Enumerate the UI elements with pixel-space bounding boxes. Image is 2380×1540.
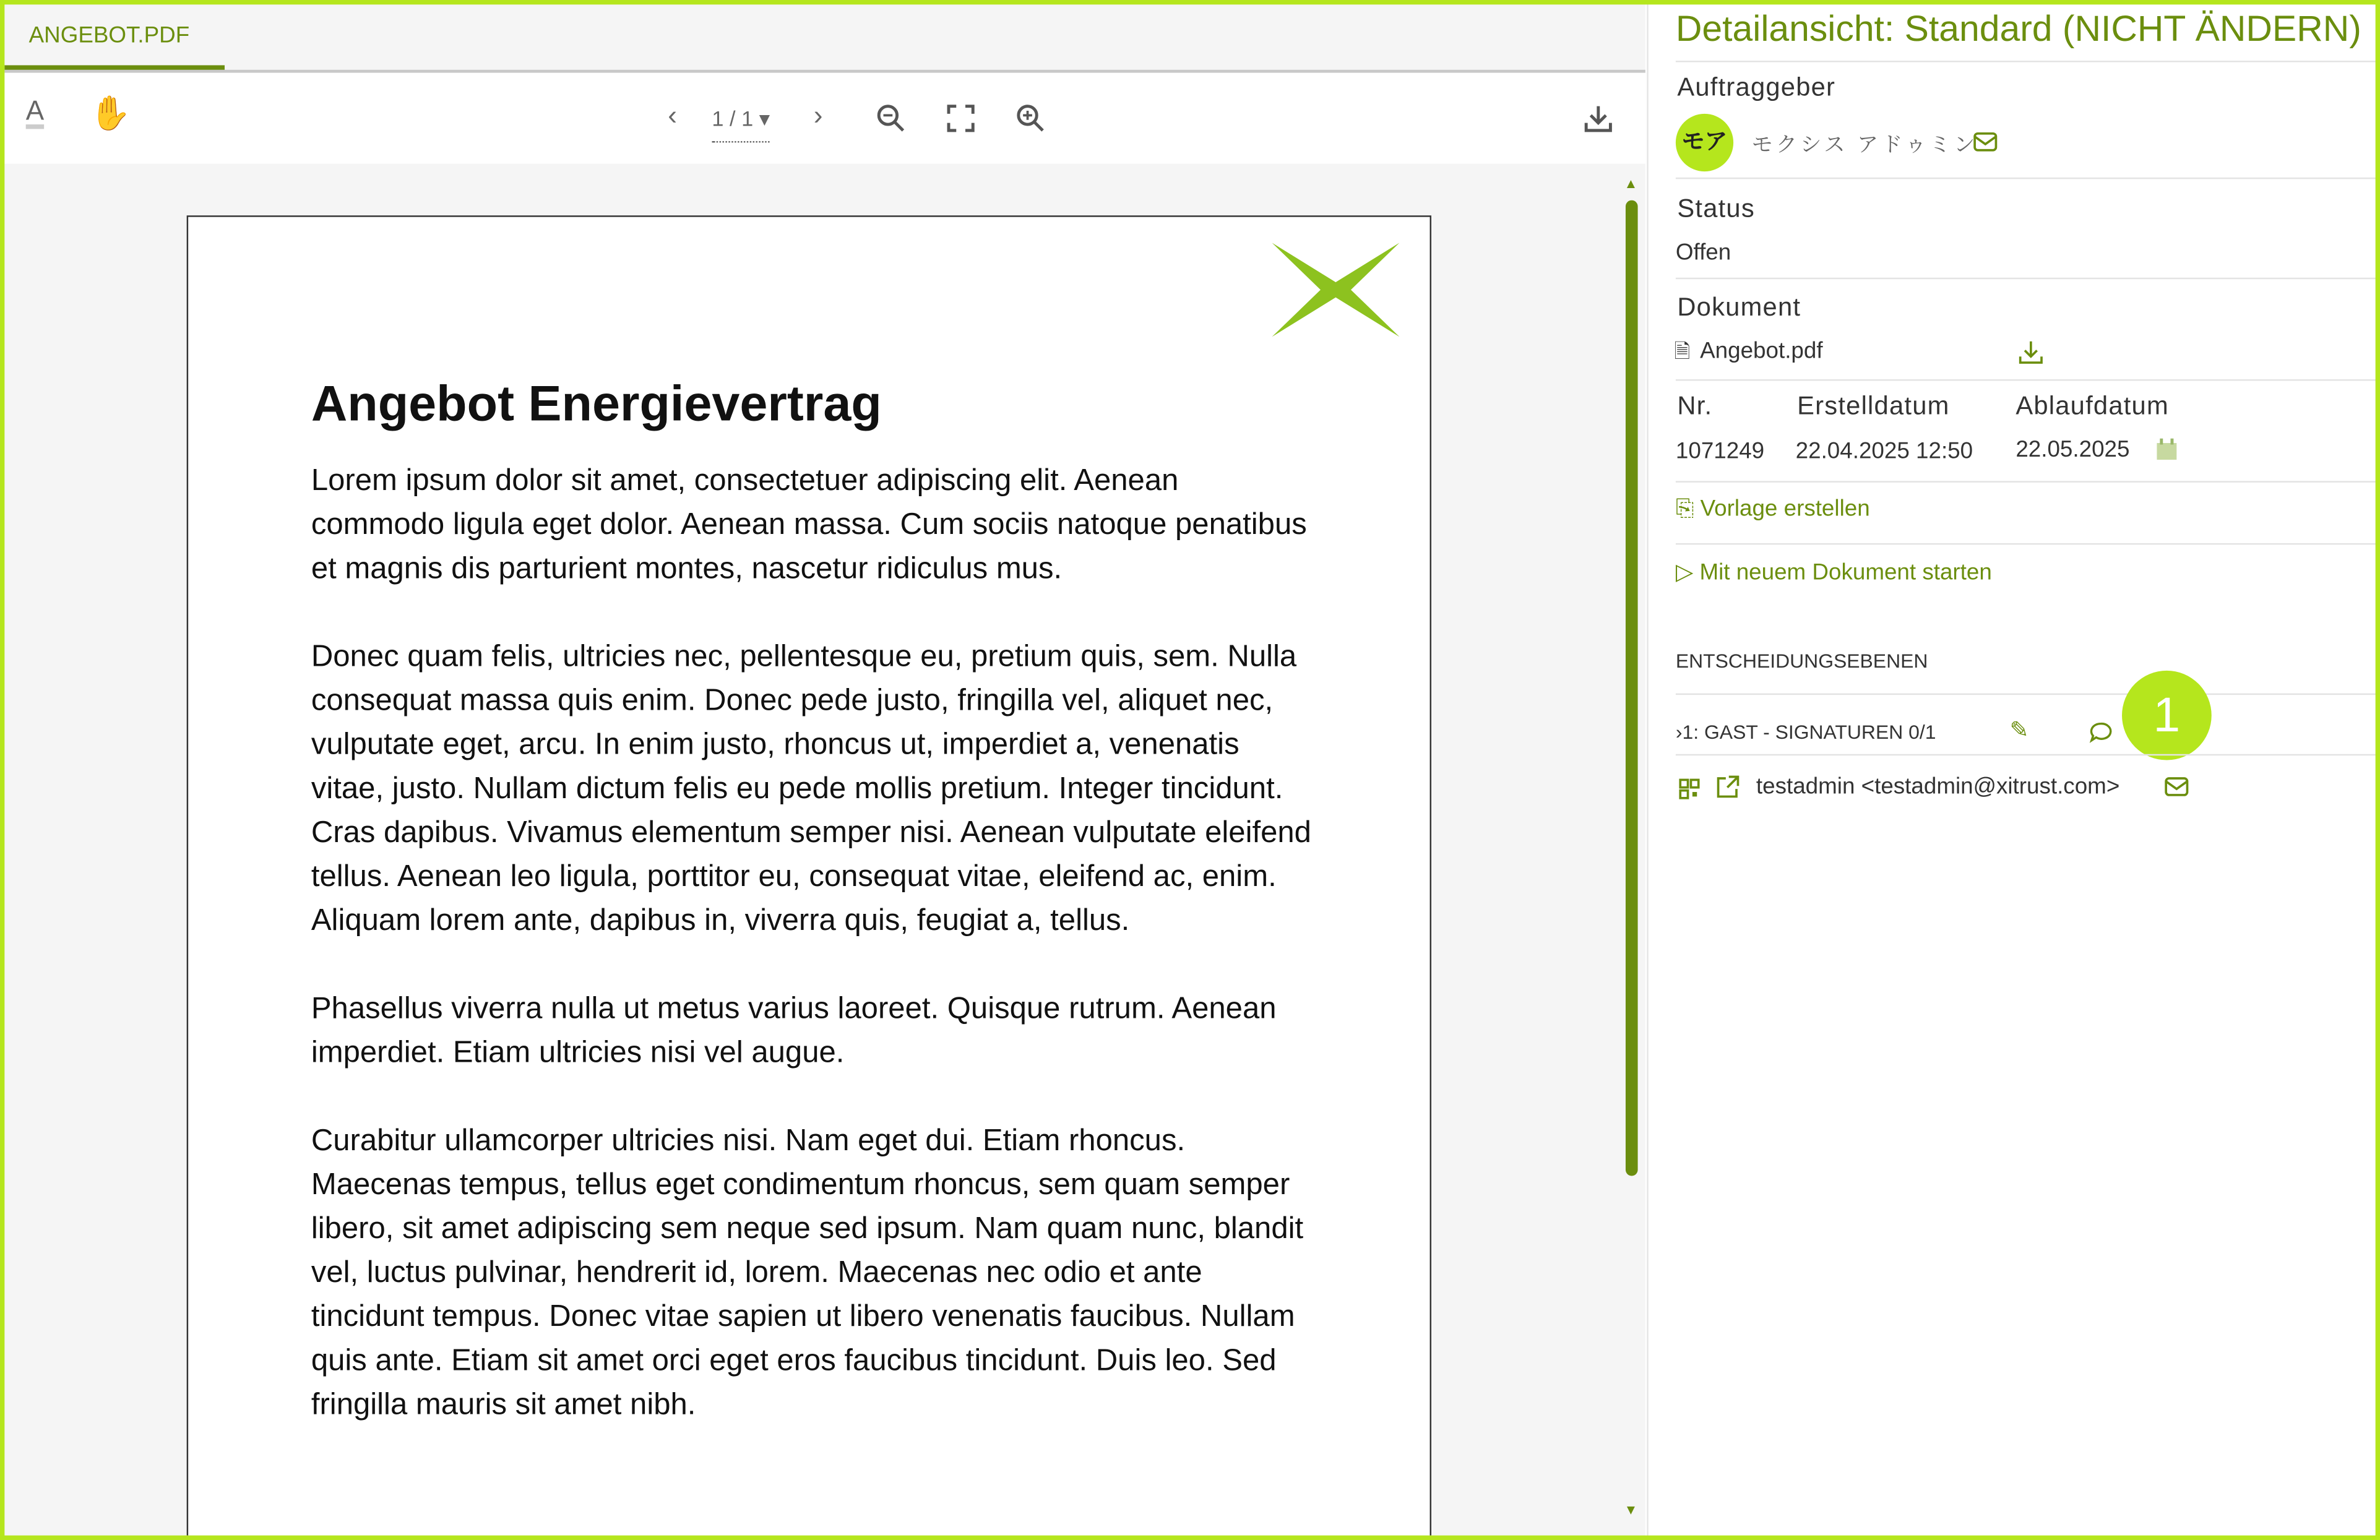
scroll-down-icon[interactable]: ▼ (1624, 1502, 1638, 1518)
detail-panel (1647, 0, 2380, 1540)
client-label: Auftraggeber (1677, 72, 1836, 102)
text-select-icon[interactable]: A (26, 97, 44, 129)
comment-icon[interactable] (2089, 721, 2113, 745)
document-label: Dokument (1677, 293, 1801, 322)
divider (1676, 379, 2380, 381)
calendar-icon[interactable] (2155, 439, 2178, 462)
avatar: モア (1676, 114, 1733, 171)
document-file-link[interactable]: Angebot.pdf (1700, 338, 1823, 364)
status-label: Status (1677, 194, 1755, 223)
pencil-icon[interactable]: ✎ (2009, 717, 2029, 744)
page-indicator: 1 / 1 (712, 106, 754, 131)
qr-code-icon[interactable] (1679, 778, 1700, 799)
client-name: モクシス アドゥミン (1751, 132, 1978, 157)
divider (1676, 754, 2380, 755)
mail-icon[interactable] (2165, 777, 2189, 797)
scroll-up-icon[interactable]: ▲ (1624, 176, 1638, 191)
copy-icon: ⎘ (1675, 496, 1694, 522)
create-template-link[interactable] (1676, 496, 1870, 522)
chevron-right-icon: › (1675, 720, 1683, 744)
level-1-label: 1: GAST - SIGNATUREN 0/1 (1682, 720, 1936, 744)
nr-label: Nr. (1677, 391, 1713, 421)
tab-angebot-pdf[interactable]: ANGEBOT.PDF (4, 0, 225, 70)
nr-value: 1071249 (1675, 438, 1765, 465)
paragraph: Donec quam felis, ultricies nec, pellentesque eu, pretium quis, sem. Nulla consequat massa quis enim. Donec pede justo, fringilla vel, aliquet nec, vulputate eget, arcu. In enim justo, rhoncus ut, imperdiet a, venenatis vitae, justo. Nullam dictum felis eu pede mollis pretium. Integer tincidunt. Cras dapibus. Vivamus elementum semper nisi. Aenean vulputate eleifend tellus. Aenean leo ligula, porttitor eu, consequat vitae, eleifend ac, enim. Aliquam lorem ante, dapibus in, viverra quis, feugiat a, tellus. (311, 640, 1311, 938)
paragraph: Lorem ipsum dolor sit amet, consectetuer adipiscing elit. Aenean commodo ligula eget dolor. Aenean massa. Cum sociis natoque penatibus et magnis dis parturient montes, nascetur ridiculus mus. (311, 464, 1307, 586)
expiry-value: 22.05.2025 (2016, 437, 2130, 463)
paragraph: Curabitur ullamcorper ultricies nisi. Nam eget dui. Etiam rhoncus. Maecenas tempus, tellus eget condimentum rhoncus, sem quam semper libero, sit amet adipiscing sem neque sed ipsum. Nam quam nunc, blandit vel, luctus pulvinar, hendrerit id, lorem. Maecenas nec odio et ante tincidunt tempus. Donec vitae sapien ut libero venenatis faucibus. Nullam quis ante. Etiam sit amet orci eget eros faucibus tincidunt. Duis leo. Sed fringilla mauris sit amet nibh. (311, 1124, 1304, 1422)
create-template-label: Vorlage erstellen (1700, 496, 1870, 522)
vertical-scrollbar[interactable] (1626, 200, 1638, 1176)
expiry-label: Ablaufdatum (2016, 391, 2169, 421)
divider (1676, 61, 2380, 62)
company-logo (1272, 243, 1399, 337)
pdf-page (187, 215, 1431, 1535)
document-body (311, 460, 1313, 1472)
viewer-toolbar (4, 73, 1645, 164)
next-page-icon[interactable]: › (813, 100, 823, 131)
level-1-toggle[interactable] (1676, 721, 1936, 744)
levels-heading: ENTSCHEIDUNGSEBENEN (1675, 649, 1928, 673)
play-icon: ▷ (1675, 559, 1694, 586)
callout-badge: 1 (2122, 671, 2212, 760)
page-select[interactable]: 1 / 1 ▾ (712, 106, 770, 143)
created-value: 22.04.2025 12:50 (1795, 438, 1973, 465)
created-label: Erstelldatum (1797, 391, 1950, 421)
tab-bar (0, 0, 1645, 73)
divider (1676, 694, 2380, 695)
download-icon[interactable] (2017, 340, 2045, 366)
zoom-out-icon[interactable] (876, 103, 906, 134)
start-new-document-link[interactable] (1676, 558, 1992, 585)
zoom-in-icon[interactable] (1015, 103, 1046, 134)
divider (1676, 543, 2380, 544)
start-new-label: Mit neuem Dokument starten (1699, 559, 1992, 586)
divider (1676, 178, 2380, 179)
paragraph: Phasellus viverra nulla ut metus varius laoreet. Quisque rutrum. Aenean imperdiet. Etiam ultricies nisi vel augue. (311, 992, 1277, 1070)
panel-title: Detailansicht: Standard (NICHT ÄNDERN) (1675, 9, 2361, 50)
fit-page-icon[interactable] (946, 103, 976, 134)
status-value: Offen (1675, 239, 1731, 266)
pdf-file-icon: 🗎 (1674, 340, 1691, 363)
document-title: Angebot Energievertrag (311, 374, 882, 431)
document-viewport (4, 164, 1645, 1536)
signer-name: testadmin <testadmin@xitrust.com> (1756, 773, 2120, 800)
divider (1676, 278, 2380, 279)
divider (1676, 481, 2380, 482)
hand-icon[interactable]: ✋ (89, 94, 131, 132)
external-link-icon[interactable] (1717, 775, 1740, 798)
download-icon[interactable] (1583, 103, 1613, 134)
mail-icon[interactable] (1973, 132, 1998, 152)
prev-page-icon[interactable]: ‹ (668, 100, 677, 131)
